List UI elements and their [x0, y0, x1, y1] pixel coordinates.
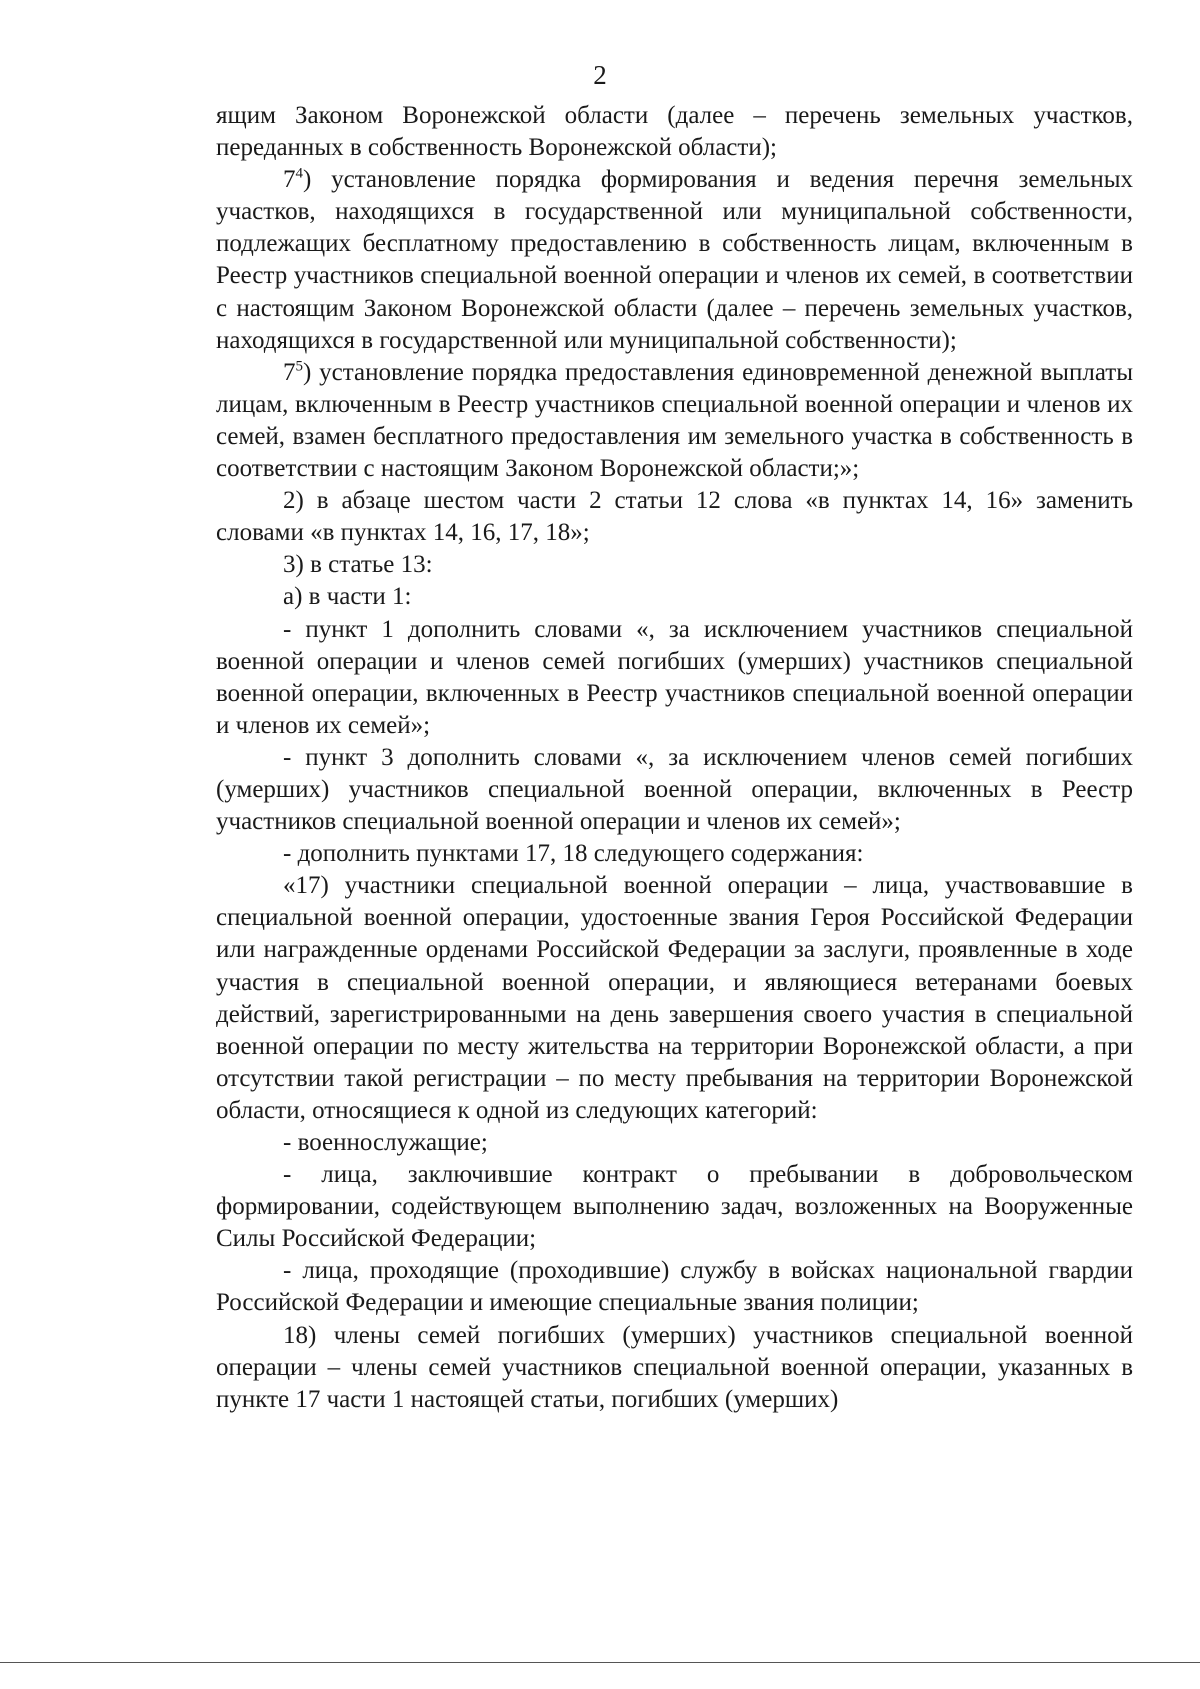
paragraph-6: а) в части 1:: [283, 583, 412, 611]
page-number: 2: [593, 60, 607, 90]
paragraph-5: 3) в статье 13:: [283, 551, 433, 579]
bottom-scan-line: [0, 1662, 1200, 1663]
paragraph-11: - военнослужащие;: [283, 1129, 488, 1156]
paragraph-8: - пункт 3 дополнить словами «, за исключением членов семей погибших (умерших) участников специальной военной операции, включенных в Реестр участников специальной военной операции и членов их семей»;: [216, 743, 1133, 836]
paragraph-13: - лица, проходящие (проходившие) службу в войсках национальной гвардии Российской Федерации и имеющие специальные звания полиции;: [216, 1257, 1133, 1317]
paragraph-10: «17) участники специальной военной операции – лица, участвовавшие в специальной военной операции, удостоенные звания Героя Российской Федерации или награжденные орденами Российской Федерации за заслуги, проявленные в ходе участия в специальной военной операции, и являющиеся ветеранами боевых действий, зарегистрированными на день завершения своего участия в специальной военной операции по месту жительства на территории Воронежской области, а при отсутствии такой регистрации – по месту пребывания на территории Воронежской области, относящиеся к одной из следующих категорий:: [216, 872, 1133, 1124]
paragraph-14: 18) члены семей погибших (умерших) участников специальной военной операции – члены семей участников специальной военной операции, указанных в пункте 17 части 1 настоящей статьи, погибших (умерших): [216, 1321, 1133, 1413]
paragraph-1: ящим Законом Воронежской области (далее – перечень земельных участков, переданных в собственность Воронежской области);: [216, 102, 1133, 162]
paragraph-3: $7^5$) установление порядка предоставления единовременной денежной выплаты лицам, включенным в Реестр участников специальной военной операции и членов их семей, взамен бесплатного предоставления им земельного участка в собственность в соответствии с настоящим Законом Воронежской области;»;: [216, 358, 1133, 483]
paragraph-2: $7^4$) установление порядка формирования и ведения перечня земельных участков, находящихся в государственной или муниципальной собственности, подлежащих бесплатному предоставлению в собственность лицам, включенным в Реестр участников специальной военной операции и членов их семей, в соответствии с настоящим Законом Воронежской области (далее – перечень земельных участков, находящихся в государственной или муниципальной собственности);: [216, 165, 1133, 354]
paragraph-7: - пункт 1 дополнить словами «, за исключением участников специальной военной операции и членов семей погибших (умерших) участников специальной военной операции, включенных в Реестр участников специальной военной операции и членов их семей»;: [216, 615, 1133, 739]
document-body: [216, 100, 1133, 1416]
paragraph-9: - дополнить пунктами 17, 18 следующего содержания:: [283, 840, 864, 868]
paragraph-12: - лица, заключившие контракт о пребывании в добровольческом формировании, содействующем выполнению задач, возложенных на Вооруженные Силы Российской Федерации;: [216, 1161, 1133, 1253]
paragraph-4: 2) в абзаце шестом части 2 статьи 12 слова «в пунктах 14, 16» заменить словами «в пунктах 14, 16, 17, 18»;: [216, 487, 1133, 547]
